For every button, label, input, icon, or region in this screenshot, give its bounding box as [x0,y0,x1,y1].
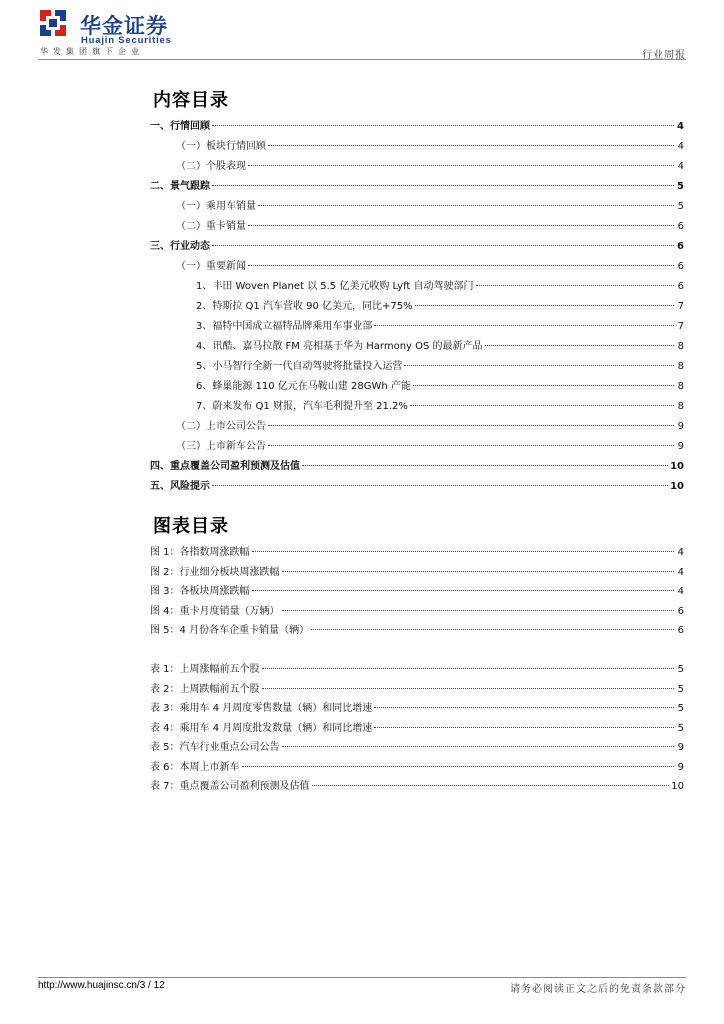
dot-leader [404,365,674,366]
chart-entry-page: 4 [677,586,684,597]
toc-entry-text: 6、蜂巢能源 110 亿元在马鞍山建 28GWh 产能 [196,381,411,392]
chart-entry-page: 6 [677,605,684,617]
dot-leader [212,125,674,126]
toc-entry[interactable] [150,137,684,157]
table-entry-text: 表 1：上周涨幅前五个股 [150,664,260,675]
toc-entry-page: 8 [677,381,684,392]
dot-leader [212,245,674,246]
toc-entry[interactable] [150,457,684,477]
dot-leader [311,629,674,630]
chart-entry-page: 4 [677,547,684,558]
toc-entry[interactable] [150,217,684,237]
chart-entry-page: 6 [677,625,684,636]
toc-entry[interactable] [150,437,684,457]
table-entry[interactable] [150,758,684,778]
chart-entry-text: 图 2：行业细分板块周涨跌幅 [150,566,280,578]
toc-entry-page: 8 [677,341,684,352]
table-entry[interactable] [150,719,684,739]
dot-leader [282,610,674,611]
toc-entry-page: 9 [677,421,684,432]
dot-leader [252,590,674,591]
dot-leader [282,746,674,747]
chart-entry[interactable] [150,563,684,583]
toc-entry-text: 一、行情回顾 [150,121,210,132]
table-entry-page: 5 [677,683,684,695]
toc-entry[interactable] [150,157,684,177]
dot-leader [212,485,668,486]
toc-entry-text: 四、重点覆盖公司盈利预测及估值 [150,461,300,472]
dot-leader [262,688,674,689]
toc-entry[interactable] [150,117,684,137]
toc-entry-page: 9 [677,441,684,452]
toc-entry[interactable] [150,337,684,357]
table-entry-text: 表 3：乘用车 4 月周度零售数量（辆）和同比增速 [150,703,373,714]
toc-list [150,117,684,497]
table-entry-page: 10 [671,781,684,792]
toc-entry-text: 7、蔚来发布 Q1 财报，汽车毛利提升至 21.2% [196,401,408,412]
disclaimer-note: 请务必阅读正文之后的免责条款部分 [510,984,686,995]
toc-entry-text: 二、景气跟踪 [150,181,210,192]
table-entry-text: 表 2：上周跌幅前五个股 [150,683,260,695]
table-entry-text: 表 5：汽车行业重点公司公告 [150,742,280,753]
dot-leader [374,707,674,708]
toc-entry-page: 5 [677,181,684,192]
toc-entry-text: 三、行业动态 [150,241,210,252]
chart-entry-page: 4 [677,566,684,578]
dot-leader [252,551,674,552]
toc-entry[interactable] [150,417,684,437]
toc-entry-page: 6 [677,281,684,292]
toc-entry[interactable] [150,357,684,377]
toc-entry-page: 10 [670,481,684,492]
table-entry-page: 5 [677,703,684,714]
chart-entry-text: 图 5：4 月份各车企重卡销量（辆） [150,625,310,636]
toc-entry-page: 8 [677,401,684,412]
dot-leader [410,405,674,406]
logo-english: Huajin Securities [81,35,172,46]
toc-entry-text: 5、小马智行全新一代自动驾驶将批量投入运营 [196,361,403,372]
toc-entry[interactable] [150,237,684,257]
dot-leader [248,225,674,226]
figures-title: 图表目录 [153,516,229,537]
table-entry-page: 5 [677,722,684,734]
toc-entry-page: 4 [677,121,684,132]
toc-entry[interactable] [150,397,684,417]
table-entry-text: 表 7：重点覆盖公司盈利预测及估值 [150,781,310,792]
dot-leader [212,185,674,186]
footer-url[interactable]: http://www.huajinsc.cn/3 / 12 [38,980,165,991]
table-entry-page: 9 [677,742,684,753]
dot-leader [312,785,670,786]
dot-leader [282,571,674,572]
toc-entry-text: 2、特斯拉 Q1 汽车营收 90 亿美元，同比+75% [196,301,413,312]
chart-entry-text: 图 3：各板块周涨跌幅 [150,586,250,597]
dot-leader [268,425,674,426]
dot-leader [262,668,674,669]
table-entry-text: 表 4：乘用车 4 月周度批发数量（辆）和同比增速 [150,722,373,734]
toc-entry[interactable] [150,277,684,297]
dot-leader [476,285,674,286]
toc-entry-text: （二）个股表现 [176,161,246,172]
toc-entry-page: 4 [677,141,684,152]
toc-entry[interactable] [150,297,684,317]
toc-entry-text: （一）乘用车销量 [176,201,256,212]
dot-leader [415,305,674,306]
table-entry[interactable] [150,777,684,797]
toc-entry-page: 7 [677,301,684,312]
chart-entry[interactable] [150,602,684,622]
toc-entry-text: （一）板块行情回顾 [176,141,266,152]
table-entry[interactable] [150,738,684,758]
toc-entry-page: 5 [677,201,684,212]
table-entry-text: 表 6：本周上市新车 [150,761,240,773]
dot-leader [248,165,674,166]
report-type: 行业周报 [642,50,686,61]
chart-entry[interactable] [150,582,684,602]
chart-list [150,543,684,641]
chart-entry-text: 图 4：重卡月度销量（万辆） [150,605,280,617]
table-entry[interactable] [150,680,684,700]
chart-entry[interactable] [150,543,684,563]
toc-entry[interactable] [150,477,684,497]
toc-entry[interactable] [150,377,684,397]
dot-leader [374,727,674,728]
dot-leader [242,766,674,767]
chart-entry[interactable] [150,621,684,641]
table-list [150,660,684,797]
dot-leader [248,265,674,266]
company-tagline: 华发集团旗下企业 [40,47,144,56]
huajin-logo-icon [38,8,68,38]
toc-entry-page: 8 [677,361,684,372]
page-header [38,8,686,60]
logo-chinese: 华金证券 [80,14,168,38]
table-entry-page: 5 [677,664,684,675]
chart-entry-text: 图 1：各指数周涨跌幅 [150,547,250,558]
toc-entry[interactable] [150,197,684,217]
dot-leader [374,325,674,326]
dot-leader [413,385,674,386]
toc-entry-text: 3、福特中国成立福特品牌乘用车事业部 [196,321,373,332]
toc-entry-page: 4 [677,161,684,172]
toc-title: 内容目录 [153,90,229,111]
toc-entry[interactable] [150,257,684,277]
toc-entry-text: （二）上市公司公告 [176,421,266,432]
table-entry[interactable] [150,699,684,719]
toc-entry-text: （一）重要新闻 [176,261,246,272]
toc-entry[interactable] [150,317,684,337]
toc-entry-text: 1、丰田 Woven Planet 以 5.5 亿美元收购 Lyft 自动驾驶部门 [196,281,474,292]
toc-entry-page: 10 [670,461,684,472]
footer-divider [38,977,686,978]
dot-leader [268,445,674,446]
header-divider [38,59,686,60]
dot-leader [302,465,668,466]
dot-leader [258,205,674,206]
toc-entry-text: 4、讯酷、嘉马拉散 FM 亮相基于华为 Harmony OS 的最新产品 [196,341,483,352]
toc-entry-text: （二）重卡销量 [176,221,246,232]
table-entry-page: 9 [677,761,684,773]
toc-entry-text: （三）上市新车公告 [176,441,266,452]
toc-entry-page: 7 [677,321,684,332]
dot-leader [485,345,674,346]
toc-entry[interactable] [150,177,684,197]
table-entry[interactable] [150,660,684,680]
toc-entry-page: 6 [677,261,684,272]
toc-entry-text: 五、风险提示 [150,481,210,492]
toc-entry-page: 6 [677,221,684,232]
dot-leader [268,145,674,146]
toc-entry-page: 6 [677,241,684,252]
